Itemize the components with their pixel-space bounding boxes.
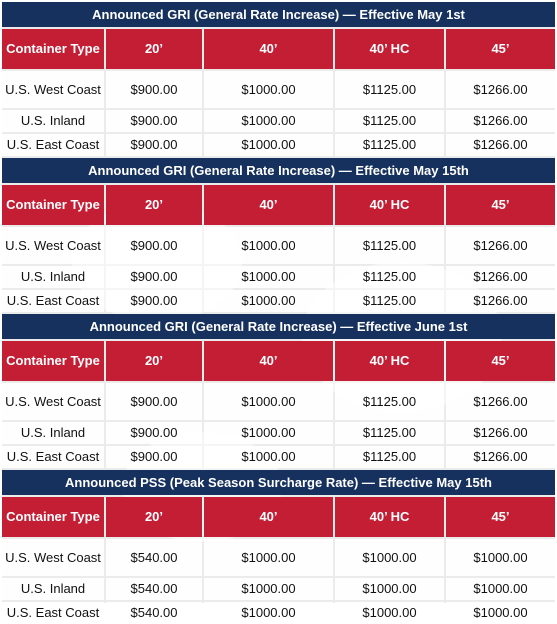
- rate-40ft-cell: $1000.00: [204, 422, 333, 444]
- table-row: [2, 266, 555, 288]
- region-cell: U.S. East Coast: [2, 446, 104, 468]
- rate-40ft-hc-cell: $1125.00: [335, 422, 444, 444]
- rate-45ft-cell: $1266.00: [446, 134, 555, 156]
- column-header-row: [2, 497, 555, 537]
- header-20ft: 20’: [106, 341, 202, 381]
- rate-40ft-hc-cell: $1125.00: [335, 383, 444, 420]
- column-header-row: [2, 341, 555, 381]
- region-cell: U.S. Inland: [2, 422, 104, 444]
- region-cell: U.S. Inland: [2, 578, 104, 600]
- header-container-type: Container Type: [2, 341, 104, 381]
- table-row: [2, 446, 555, 468]
- rate-20ft-cell: $540.00: [106, 539, 202, 576]
- rate-section: [2, 470, 555, 624]
- table-row: [2, 134, 555, 156]
- rate-40ft-cell: $1000.00: [204, 578, 333, 600]
- section-title: Announced PSS (Peak Season Surcharge Rate) — Effective May 15th: [2, 470, 555, 495]
- rate-40ft-cell: $1000.00: [204, 290, 333, 312]
- table-row: [2, 71, 555, 108]
- header-container-type: Container Type: [2, 497, 104, 537]
- header-45ft: 45’: [446, 497, 555, 537]
- header-20ft: 20’: [106, 497, 202, 537]
- header-40ft: 40’: [204, 29, 333, 69]
- region-cell: U.S. East Coast: [2, 602, 104, 624]
- rate-20ft-cell: $900.00: [106, 227, 202, 264]
- table-row: [2, 110, 555, 132]
- rate-40ft-hc-cell: $1000.00: [335, 602, 444, 624]
- header-45ft: 45’: [446, 185, 555, 225]
- rate-45ft-cell: $1266.00: [446, 446, 555, 468]
- rate-20ft-cell: $540.00: [106, 602, 202, 624]
- table-row: [2, 539, 555, 576]
- rate-40ft-hc-cell: $1125.00: [335, 227, 444, 264]
- rate-45ft-cell: $1266.00: [446, 383, 555, 420]
- rate-20ft-cell: $900.00: [106, 71, 202, 108]
- rate-40ft-cell: $1000.00: [204, 110, 333, 132]
- rate-20ft-cell: $900.00: [106, 290, 202, 312]
- rate-40ft-cell: $1000.00: [204, 71, 333, 108]
- header-container-type: Container Type: [2, 29, 104, 69]
- column-header-row: [2, 185, 555, 225]
- region-cell: U.S. East Coast: [2, 290, 104, 312]
- rate-40ft-cell: $1000.00: [204, 266, 333, 288]
- column-header-row: [2, 29, 555, 69]
- region-cell: U.S. West Coast: [2, 227, 104, 264]
- rate-45ft-cell: $1266.00: [446, 71, 555, 108]
- rate-45ft-cell: $1266.00: [446, 290, 555, 312]
- rate-40ft-hc-cell: $1000.00: [335, 539, 444, 576]
- header-20ft: 20’: [106, 185, 202, 225]
- table-row: [2, 227, 555, 264]
- table-row: [2, 290, 555, 312]
- header-45ft: 45’: [446, 341, 555, 381]
- table-row: [2, 578, 555, 600]
- rate-40ft-hc-cell: $1125.00: [335, 266, 444, 288]
- rate-45ft-cell: $1000.00: [446, 602, 555, 624]
- rate-20ft-cell: $900.00: [106, 422, 202, 444]
- rate-40ft-cell: $1000.00: [204, 602, 333, 624]
- rate-40ft-hc-cell: $1125.00: [335, 134, 444, 156]
- rate-45ft-cell: $1000.00: [446, 578, 555, 600]
- header-40ft-hc: 40’ HC: [335, 185, 444, 225]
- rate-section: [2, 314, 555, 470]
- rate-20ft-cell: $900.00: [106, 446, 202, 468]
- header-40ft-hc: 40’ HC: [335, 497, 444, 537]
- region-cell: U.S. West Coast: [2, 539, 104, 576]
- rate-45ft-cell: $1266.00: [446, 227, 555, 264]
- section-title: Announced GRI (General Rate Increase) — Effective May 15th: [2, 158, 555, 183]
- rate-40ft-hc-cell: $1125.00: [335, 110, 444, 132]
- region-cell: U.S. West Coast: [2, 71, 104, 108]
- rate-40ft-cell: $1000.00: [204, 446, 333, 468]
- rate-increase-sheet: [2, 2, 555, 620]
- rate-40ft-cell: $1000.00: [204, 227, 333, 264]
- region-cell: U.S. West Coast: [2, 383, 104, 420]
- rate-40ft-hc-cell: $1125.00: [335, 71, 444, 108]
- rate-45ft-cell: $1266.00: [446, 266, 555, 288]
- rate-20ft-cell: $540.00: [106, 578, 202, 600]
- table-row: [2, 383, 555, 420]
- rate-section: [2, 158, 555, 314]
- table-row: [2, 602, 555, 624]
- rate-45ft-cell: $1266.00: [446, 422, 555, 444]
- header-40ft-hc: 40’ HC: [335, 29, 444, 69]
- rate-40ft-hc-cell: $1125.00: [335, 446, 444, 468]
- rate-40ft-cell: $1000.00: [204, 383, 333, 420]
- region-cell: U.S. East Coast: [2, 134, 104, 156]
- section-title: Announced GRI (General Rate Increase) — Effective May 1st: [2, 2, 555, 27]
- region-cell: U.S. Inland: [2, 266, 104, 288]
- rate-20ft-cell: $900.00: [106, 134, 202, 156]
- header-40ft-hc: 40’ HC: [335, 341, 444, 381]
- rate-40ft-hc-cell: $1125.00: [335, 290, 444, 312]
- rate-40ft-cell: $1000.00: [204, 134, 333, 156]
- header-40ft: 40’: [204, 341, 333, 381]
- rate-20ft-cell: $900.00: [106, 266, 202, 288]
- header-45ft: 45’: [446, 29, 555, 69]
- region-cell: U.S. Inland: [2, 110, 104, 132]
- header-40ft: 40’: [204, 185, 333, 225]
- rate-45ft-cell: $1000.00: [446, 539, 555, 576]
- rate-40ft-hc-cell: $1000.00: [335, 578, 444, 600]
- rate-40ft-cell: $1000.00: [204, 539, 333, 576]
- section-title: Announced GRI (General Rate Increase) — Effective June 1st: [2, 314, 555, 339]
- rate-20ft-cell: $900.00: [106, 110, 202, 132]
- table-row: [2, 422, 555, 444]
- header-20ft: 20’: [106, 29, 202, 69]
- rate-20ft-cell: $900.00: [106, 383, 202, 420]
- header-container-type: Container Type: [2, 185, 104, 225]
- rate-45ft-cell: $1266.00: [446, 110, 555, 132]
- header-40ft: 40’: [204, 497, 333, 537]
- rate-section: [2, 2, 555, 158]
